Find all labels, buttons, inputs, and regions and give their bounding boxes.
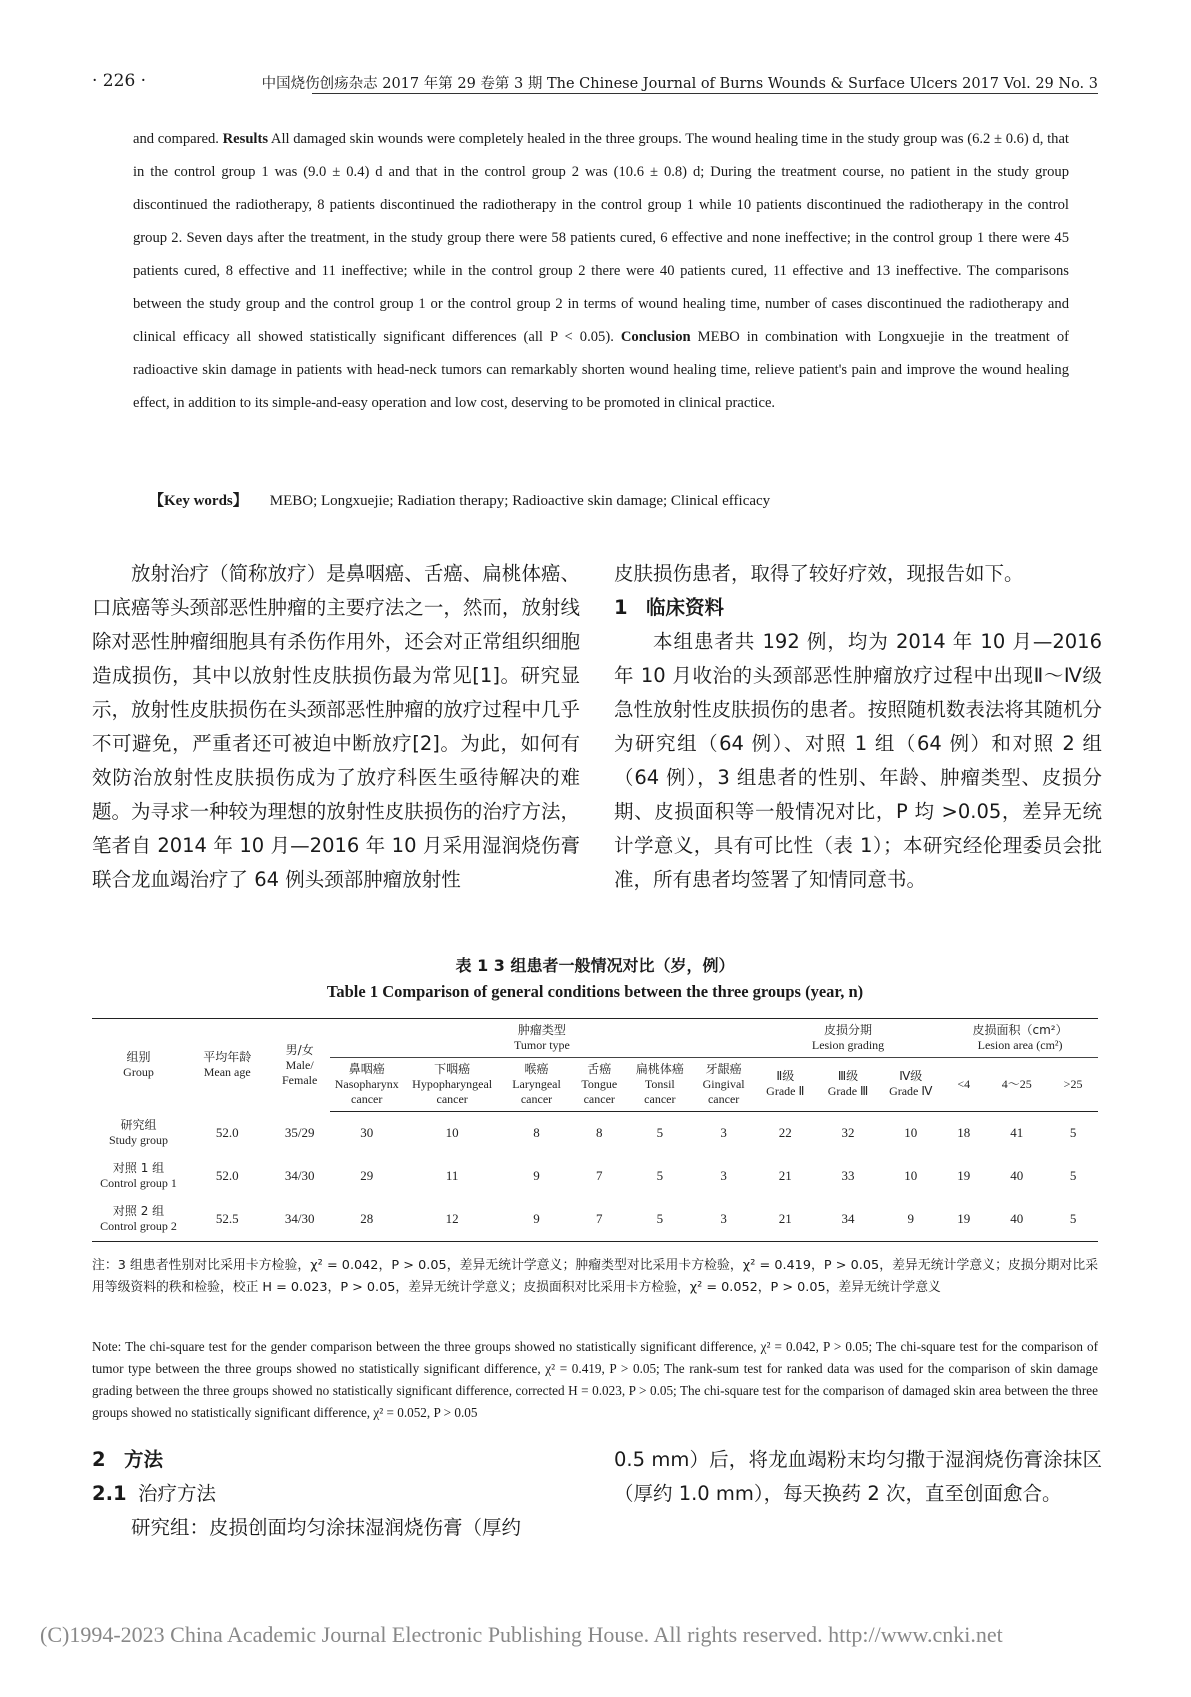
table-note-cn: 注：3 组患者性别对比采用卡方检验，χ² = 0.042，P > 0.05，差异无统计学意义；肿瘤类型对比采用卡方检验，χ² = 0.419，P > 0.05，差异无统计学意义；皮损分期对比采用等级资料的秩和检验，校正 H = 0.023，P > 0.05，差异无统计学意义；皮损面积对比采用卡方检验，χ² = 0.052，P > 0.05，差异无统计学意义 xyxy=(92,1258,1098,1295)
section-2-1-heading xyxy=(92,1477,580,1511)
section-2-title: 方法 xyxy=(124,1448,164,1471)
section-2-number: 2 xyxy=(92,1448,106,1471)
intro-continuation: 皮肤损伤患者，取得了较好疗效，现报告如下。 xyxy=(614,562,1024,585)
table-cell: 41 xyxy=(1010,1125,1024,1140)
right-column xyxy=(614,557,1102,897)
table-cell: 52.0 xyxy=(215,1124,239,1140)
table-cell: 52.5 xyxy=(185,1198,269,1242)
table-cell: 33 xyxy=(841,1168,855,1183)
col-group-header: 组别 Group xyxy=(92,1019,185,1112)
intro-column xyxy=(92,557,580,897)
tumor-subheader: 牙龈癌 Gingival cancer xyxy=(693,1058,754,1112)
table-cell: 3 xyxy=(693,1198,754,1242)
table-cell: 3 xyxy=(720,1168,727,1183)
table-cell: 21 xyxy=(778,1168,792,1183)
journal-title: 中国烧伤创疡杂志 2017 年第 29 卷第 3 期 The Chinese Journal of Burns Wounds & Surface Ulcers 2017 Vol. 29 No. 3 xyxy=(261,76,1098,92)
table-cell: 30 xyxy=(360,1125,374,1140)
general-conditions-table xyxy=(92,1018,1098,1242)
abstract-body xyxy=(133,123,1069,420)
col-sex-header: 男/女 Male/ Female xyxy=(269,1019,330,1112)
table-cell: 34/30 xyxy=(284,1168,315,1183)
table-cell: 10 xyxy=(904,1168,918,1183)
table-cell: 3 xyxy=(720,1125,727,1140)
table-cell: 12 xyxy=(403,1198,500,1242)
table-cell: 34 xyxy=(817,1198,880,1242)
conclusion-text: MEBO in combination with Longxuejie in the treatment of radioactive skin damage in patients with head-neck tumors can remarkably shorten wound healing time, relieve patient's pain and improve the wound healing effect, in addition to its simple-and-easy operation and low cost, deserving to be promoted in clinical practice. xyxy=(133,329,1069,411)
tumor-subheader: 鼻咽癌 Nasopharynx cancer xyxy=(330,1058,404,1112)
grade-subheader: Ⅳ级 Grade Ⅳ xyxy=(879,1058,942,1112)
table-cell: 5 xyxy=(1048,1198,1098,1242)
table-cell: 19 xyxy=(957,1168,971,1183)
tumor-subheader: 下咽癌 Hypopharyngeal cancer xyxy=(403,1058,500,1112)
table-cell: 5 xyxy=(626,1198,693,1242)
table-cell: 9 xyxy=(879,1198,942,1242)
intro-paragraph: 放射治疗（简称放疗）是鼻咽癌、舌癌、扁桃体癌、口底癌等头颈部恶性肿瘤的主要疗法之一，然而，放射线除对恶性肿瘤细胞具有杀伤作用外，还会对正常组织细胞造成损伤，其中以放射性皮肤损伤最为常见[1]。研究显示，放射性皮肤损伤在头颈部恶性肿瘤的放疗过程中几乎不可避免，严重者还可被迫中断放疗[2]。为此，如何有效防治放射性皮肤损伤成为了放疗科医生亟待解决的难题。为寻求一种较为理想的放射性皮肤损伤的治疗方法，笔者自 2014 年 10 月—2016 年 10 月采用湿润烧伤膏联合龙血竭治疗了 64 例头颈部肿瘤放射性 xyxy=(92,562,580,891)
table-cell: 7 xyxy=(596,1168,603,1183)
tumor-subheader: 舌癌 Tongue cancer xyxy=(572,1058,626,1112)
table-cell: 11 xyxy=(445,1168,459,1183)
table-row xyxy=(92,1111,1098,1155)
section-2-heading xyxy=(92,1443,580,1477)
area-subheader: <4 xyxy=(942,1058,985,1112)
running-header xyxy=(92,66,1098,96)
table-cell: 7 xyxy=(572,1198,626,1242)
keywords-label: 【Key words】 xyxy=(149,493,248,509)
section-2-left xyxy=(92,1443,580,1545)
grade-subheader: Ⅱ级 Grade Ⅱ xyxy=(754,1058,817,1112)
section-1-title: 临床资料 xyxy=(646,596,725,619)
table-cell: 5 xyxy=(1069,1125,1077,1140)
table-cell: 21 xyxy=(754,1198,817,1242)
col-age-header: 平均年龄 Mean age xyxy=(185,1019,269,1112)
section-1-heading xyxy=(614,591,1102,625)
keywords-text: MEBO; Longxuejie; Radiation therapy; Radioactive skin damage; Clinical efficacy xyxy=(269,493,771,509)
table-cell: 5 xyxy=(656,1125,664,1140)
area-subheader: >25 xyxy=(1048,1058,1098,1112)
conclusion-label: Conclusion xyxy=(620,329,691,345)
copyright-footer: (C)1994-2023 China Academic Journal Electronic Publishing House. All rights reserved. http://www.cnki.net xyxy=(40,1622,1003,1647)
area-subheader: 4～25 xyxy=(985,1058,1048,1112)
table-cell: 40 xyxy=(985,1198,1048,1242)
table-caption-cn: 表 1 3 组患者一般情况对比（岁，例） xyxy=(455,956,735,975)
row-group-label: 对照 2 组 Control group 2 xyxy=(92,1198,185,1242)
table-cell: 8 xyxy=(533,1125,540,1140)
section-2-1-paragraph: 研究组：皮损创面均匀涂抹湿润烧伤膏（厚约 xyxy=(131,1516,522,1539)
table-cell: 10 xyxy=(445,1125,459,1140)
table-cell: 9 xyxy=(533,1168,540,1183)
table-cell: 28 xyxy=(330,1198,404,1242)
abstract-lead: and compared. xyxy=(133,131,223,147)
header-rule xyxy=(312,93,1098,94)
table-cell: 35/29 xyxy=(284,1124,315,1140)
tumor-subheader: 喉癌 Laryngeal cancer xyxy=(501,1058,572,1112)
table-cell: 22 xyxy=(778,1125,792,1140)
table-row xyxy=(92,1155,1098,1198)
table-cell: 5 xyxy=(656,1168,664,1183)
table-cell: 34/30 xyxy=(269,1198,330,1242)
row-group-label: 对照 1 组 Control group 1 xyxy=(100,1161,177,1190)
section-2-1-continuation: 0.5 mm）后，将龙血竭粉末均匀撒于湿润烧伤膏涂抹区（厚约 1.0 mm），每天换药 2 次，直至创面愈合。 xyxy=(614,1448,1102,1505)
tumor-subheader: 扁桃体癌 Tonsil cancer xyxy=(626,1058,693,1112)
keywords xyxy=(149,489,1069,510)
section-1-paragraph: 本组患者共 192 例，均为 2014 年 10 月—2016 年 10 月收治的头颈部恶性肿瘤放疗过程中出现Ⅱ～Ⅳ级急性放射性皮肤损伤的患者。按照随机数表法将其随机分为研究组（64 例）、对照 1 组（64 例）和对照 2 组（64 例），3 组患者的性别、年龄、肿瘤类型、皮损分期、皮损面积等一般情况对比，P 均 >0.05，差异无统计学意义，具有可比性（表 1）；本研究经伦理委员会批准，所有患者均签署了知情同意书。 xyxy=(614,630,1102,891)
results-text: All damaged skin wounds were completely healed in the three groups. The wound healing time in the study group was (6.2 ± 0.6) d, that in the control group 1 was (9.0 ± 0.4) d and that in the control group 2 was (10.6 ± 0.8) d; During the treatment course, no patient in the study group discontinued the radiotherapy, 8 patients discontinued the radiotherapy in the control group 1 while 10 patients discontinued the radiotherapy in the control group 2. Seven days after the treatment, in the study group there were 58 patients cured, 6 effective and none ineffective; in the control group 1 there were 45 patients cured, 8 effective and 11 ineffective; while in the control group 2 there were 40 patients cured, 11 effective and 13 ineffective. The comparisons between the study group and the control group 1 or the control group 2 in terms of wound healing time, number of cases discontinued the radiotherapy and clinical efficacy all showed statistically significant differences (all P < 0.05). xyxy=(133,131,1069,345)
section-2-1-number: 2.1 xyxy=(92,1482,127,1505)
table-header-row-1 xyxy=(92,1019,1098,1058)
results-label: Results xyxy=(222,131,269,147)
table-cell: 19 xyxy=(942,1198,985,1242)
section-2-right xyxy=(614,1443,1102,1511)
col-tumor-header: 肿瘤类型 Tumor type xyxy=(330,1019,754,1058)
table-cell: 40 xyxy=(1010,1168,1024,1183)
col-area-header: 皮损面积（cm²） Lesion area (cm²) xyxy=(942,1019,1098,1058)
table-cell: 32 xyxy=(841,1125,855,1140)
col-lesion-header: 皮损分期 Lesion grading xyxy=(754,1019,942,1058)
section-2-1-title: 治疗方法 xyxy=(138,1482,217,1505)
table-cell: 10 xyxy=(904,1125,918,1140)
table-cell: 5 xyxy=(1069,1168,1077,1183)
table-cell: 52.0 xyxy=(215,1168,239,1183)
table-cell: 9 xyxy=(501,1198,572,1242)
table-caption-en: Table 1 Comparison of general conditions between the three groups (year, n) xyxy=(326,982,864,1001)
table-cell: 18 xyxy=(957,1125,971,1140)
table-row xyxy=(92,1198,1098,1242)
table-note-en: Note: The chi-square test for the gender comparison between the three groups showed no statistically significant difference, χ² = 0.042, P > 0.05; The chi-square test for the comparison of tumor type between the three groups showed no statistically significant difference, χ² = 0.419, P > 0.05; The rank-sum test for ranked data was used for the comparison of skin damage grading between the three groups showed no statistically significant difference, corrected H = 0.023, P > 0.05; The chi-square test for the comparison of damaged skin area between the three groups showed no statistically significant difference, χ² = 0.052, P > 0.05 xyxy=(92,1339,1098,1420)
row-group-label: 研究组 Study group xyxy=(109,1117,169,1147)
page-number: · 226 · xyxy=(92,71,147,91)
table-body xyxy=(92,1111,1098,1241)
table-cell: 8 xyxy=(596,1125,603,1140)
grade-subheader: Ⅲ级 Grade Ⅲ xyxy=(817,1058,880,1112)
table-cell: 29 xyxy=(360,1168,374,1183)
section-1-number: 1 xyxy=(614,596,628,619)
